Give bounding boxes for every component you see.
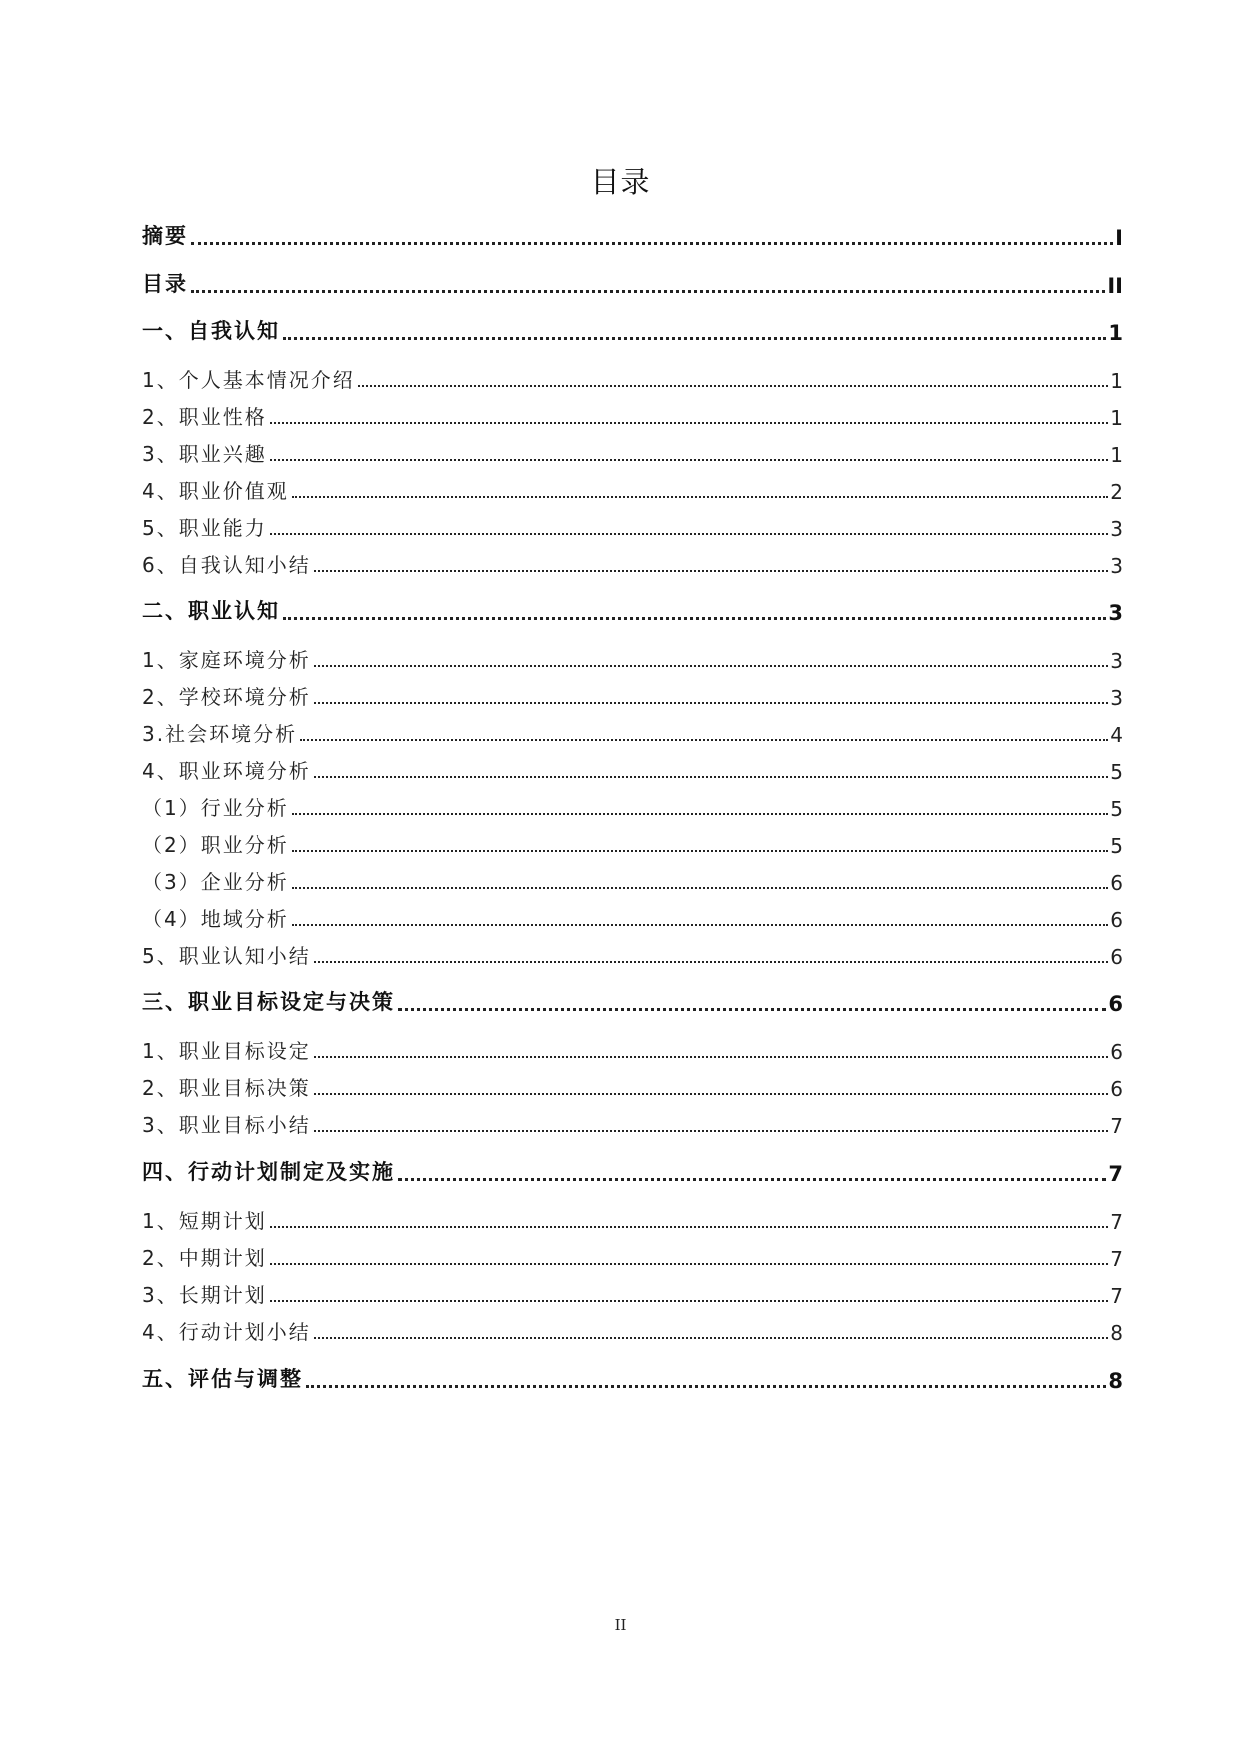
toc-entry-label: 4、行动计划小结: [142, 1320, 311, 1344]
toc-entry-label: 5、职业能力: [142, 516, 267, 540]
toc-entry-page-number: 6: [1110, 945, 1123, 969]
toc-dot-leader: [270, 1263, 1109, 1265]
toc-entry-page-number: II: [1107, 274, 1123, 298]
toc-dot-leader: [292, 887, 1109, 889]
toc-dot-leader: [314, 961, 1109, 963]
toc-dot-leader: [398, 1008, 1106, 1011]
toc-entry-page-number: 2: [1110, 480, 1123, 504]
toc-dot-leader: [191, 242, 1113, 245]
toc-entry-label: 1、家庭环境分析: [142, 648, 311, 672]
toc-entry-label: （2）职业分析: [142, 833, 289, 857]
toc-subsection-entry[interactable]: [142, 863, 1123, 895]
page-number-footer: II: [614, 1616, 627, 1634]
toc-entry-label: 4、职业环境分析: [142, 759, 311, 783]
toc-entry-label: 2、学校环境分析: [142, 685, 311, 709]
toc-entry-label: 3、长期计划: [142, 1283, 267, 1307]
toc-entry-label: 2、中期计划: [142, 1246, 267, 1270]
toc-entry-label: 6、自我认知小结: [142, 553, 311, 577]
toc-subsection-entry[interactable]: [142, 435, 1123, 467]
toc-entry-label: 四、行动计划制定及实施: [142, 1160, 395, 1184]
toc-subsection-entry[interactable]: [142, 509, 1123, 541]
toc-dot-leader: [270, 459, 1109, 461]
toc-subsection-entry[interactable]: [142, 641, 1123, 673]
toc-subsection-entry[interactable]: [142, 752, 1123, 784]
toc-dot-leader: [292, 813, 1109, 815]
toc-subsection-entry[interactable]: [142, 715, 1123, 747]
toc-entry-label: 1、职业目标设定: [142, 1039, 311, 1063]
toc-entry-page-number: 3: [1110, 649, 1123, 673]
toc-dot-leader: [292, 924, 1109, 926]
toc-subsection-entry[interactable]: [142, 937, 1123, 969]
toc-entry-label: 1、短期计划: [142, 1209, 267, 1233]
toc-subsection-entry[interactable]: [142, 1032, 1123, 1064]
toc-entry-page-number: 5: [1110, 760, 1123, 784]
toc-section-entry[interactable]: [142, 218, 1123, 250]
toc-section-entry[interactable]: [142, 266, 1123, 298]
toc-subsection-entry[interactable]: [142, 1106, 1123, 1138]
toc-entry-page-number: 7: [1110, 1284, 1123, 1308]
toc-entry-label: 三、职业目标设定与决策: [142, 990, 395, 1014]
toc-dot-leader: [270, 1300, 1109, 1302]
toc-entry-label: （1）行业分析: [142, 796, 289, 820]
toc-entry-label: 3、职业目标小结: [142, 1113, 311, 1137]
toc-section-entry[interactable]: [142, 593, 1123, 625]
toc-dot-leader: [191, 290, 1105, 293]
toc-subsection-entry[interactable]: [142, 1313, 1123, 1345]
toc-subsection-entry[interactable]: [142, 1202, 1123, 1234]
toc-entry-page-number: 1: [1110, 443, 1123, 467]
toc-dot-leader: [314, 665, 1109, 667]
toc-entry-label: 3、职业兴趣: [142, 442, 267, 466]
toc-subsection-entry[interactable]: [142, 472, 1123, 504]
toc-entry-label: 摘要: [142, 224, 188, 248]
toc-entry-label: 1、个人基本情况介绍: [142, 368, 355, 392]
toc-dot-leader: [314, 1130, 1109, 1132]
toc-dot-leader: [283, 617, 1106, 620]
toc-subsection-entry[interactable]: [142, 1276, 1123, 1308]
toc-entry-page-number: 5: [1110, 834, 1123, 858]
toc-subsection-entry[interactable]: [142, 826, 1123, 858]
toc-entry-label: 五、评估与调整: [142, 1367, 303, 1391]
toc-subsection-entry[interactable]: [142, 789, 1123, 821]
toc-dot-leader: [300, 739, 1108, 741]
toc-entry-page-number: 8: [1108, 1369, 1123, 1393]
toc-entry-page-number: 7: [1110, 1210, 1123, 1234]
toc-dot-leader: [270, 1226, 1109, 1228]
toc-section-entry[interactable]: [142, 1154, 1123, 1186]
toc-dot-leader: [314, 1056, 1109, 1058]
toc-subsection-entry[interactable]: [142, 398, 1123, 430]
toc-dot-leader: [314, 702, 1109, 704]
page-title: 目录: [590, 165, 651, 199]
toc-entry-label: 5、职业认知小结: [142, 944, 311, 968]
toc-entry-page-number: 4: [1110, 723, 1123, 747]
toc-section-entry[interactable]: [142, 313, 1123, 345]
toc-entry-page-number: 8: [1110, 1321, 1123, 1345]
toc-dot-leader: [314, 1337, 1109, 1339]
toc-entry-page-number: 5: [1110, 797, 1123, 821]
toc-entry-page-number: 7: [1110, 1114, 1123, 1138]
toc-entry-page-number: 3: [1110, 554, 1123, 578]
toc-entry-page-number: 7: [1110, 1247, 1123, 1271]
toc-entry-label: 一、自我认知: [142, 319, 280, 343]
toc-subsection-entry[interactable]: [142, 1069, 1123, 1101]
toc-entry-page-number: 6: [1110, 1077, 1123, 1101]
toc-entry-page-number: 7: [1108, 1162, 1123, 1186]
toc-dot-leader: [270, 422, 1109, 424]
toc-dot-leader: [398, 1178, 1106, 1181]
toc-entry-page-number: 3: [1108, 601, 1123, 625]
toc-dot-leader: [292, 496, 1109, 498]
toc-entry-label: 二、职业认知: [142, 599, 280, 623]
toc-section-entry[interactable]: [142, 984, 1123, 1016]
toc-entry-page-number: 3: [1110, 686, 1123, 710]
toc-dot-leader: [314, 570, 1109, 572]
toc-entry-label: （4）地域分析: [142, 907, 289, 931]
toc-entry-label: 2、职业性格: [142, 405, 267, 429]
toc-entry-page-number: 6: [1110, 908, 1123, 932]
toc-entry-label: 目录: [142, 272, 188, 296]
toc-subsection-entry[interactable]: [142, 1239, 1123, 1271]
toc-entry-page-number: 6: [1108, 992, 1123, 1016]
table-of-contents: [142, 0, 1123, 1600]
toc-entry-page-number: 3: [1110, 517, 1123, 541]
toc-entry-page-number: 6: [1110, 871, 1123, 895]
toc-dot-leader: [306, 1385, 1106, 1388]
toc-entry-page-number: 6: [1110, 1040, 1123, 1064]
toc-entry-label: 4、职业价值观: [142, 479, 289, 503]
toc-subsection-entry[interactable]: [142, 678, 1123, 710]
toc-section-entry[interactable]: [142, 1361, 1123, 1393]
toc-entry-page-number: I: [1115, 226, 1123, 250]
toc-entry-label: 3.社会环境分析: [142, 722, 298, 746]
toc-dot-leader: [314, 776, 1109, 778]
toc-entry-page-number: 1: [1110, 406, 1123, 430]
toc-entry-label: 2、职业目标决策: [142, 1076, 311, 1100]
toc-dot-leader: [270, 533, 1109, 535]
toc-subsection-entry[interactable]: [142, 361, 1123, 393]
toc-entry-page-number: 1: [1108, 321, 1123, 345]
toc-dot-leader: [314, 1093, 1109, 1095]
toc-subsection-entry[interactable]: [142, 900, 1123, 932]
toc-subsection-entry[interactable]: [142, 546, 1123, 578]
toc-dot-leader: [292, 850, 1109, 852]
toc-dot-leader: [358, 385, 1109, 387]
toc-entry-label: （3）企业分析: [142, 870, 289, 894]
toc-dot-leader: [283, 337, 1106, 340]
toc-entry-page-number: 1: [1110, 369, 1123, 393]
